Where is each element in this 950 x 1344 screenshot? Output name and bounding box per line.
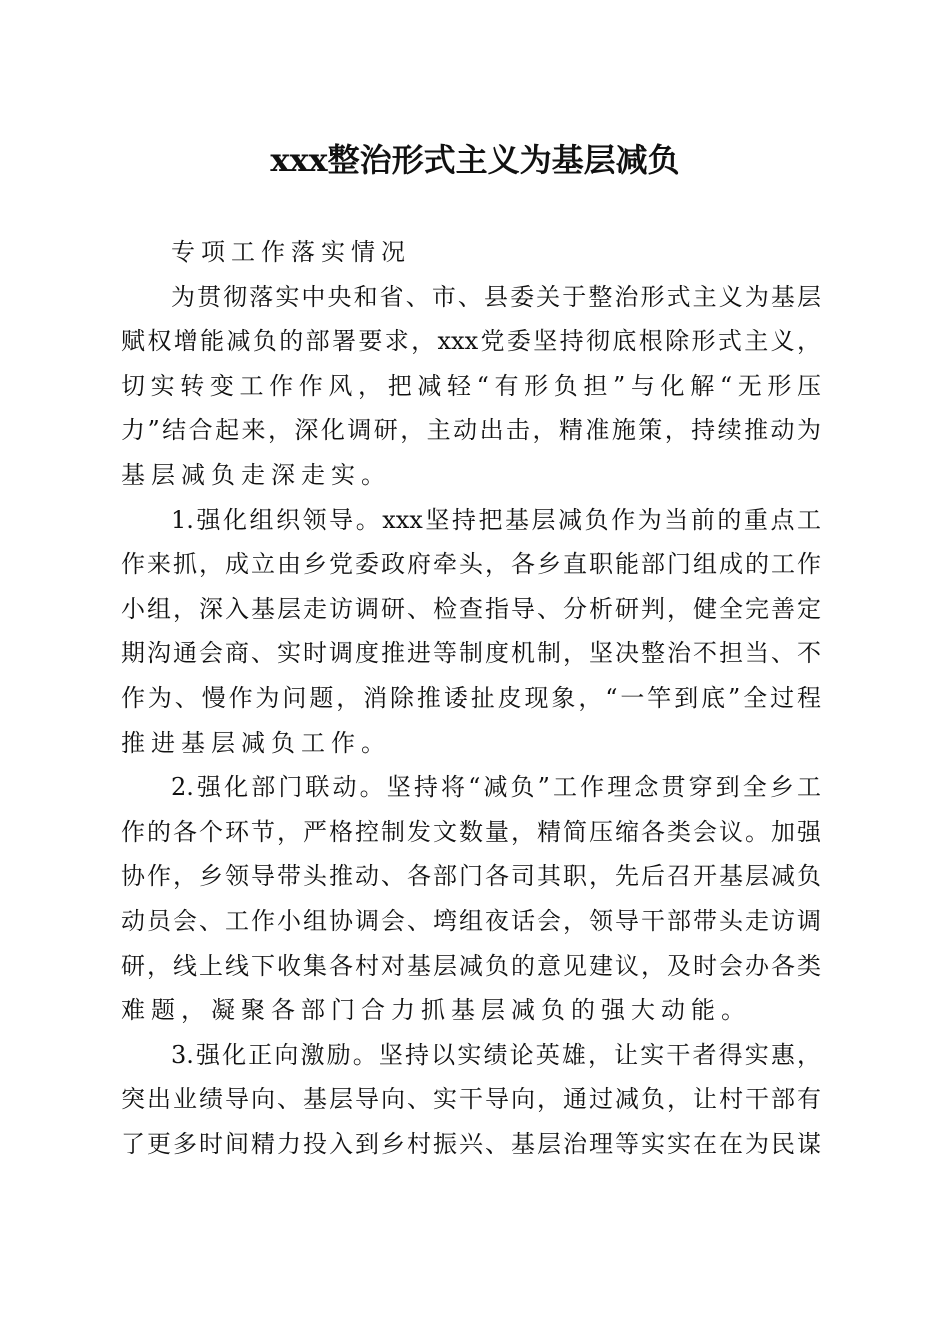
paragraph-1-line: 切实转变工作作风，把减轻“有形负担”与化解“无形压 — [121, 371, 821, 400]
paragraph-1-line: 赋权增能减负的部署要求，xxx党委坚持彻底根除形式主义， — [121, 327, 821, 356]
paragraph-2-line: 1.强化组织领导。xxx坚持把基层减负作为当前的重点工 — [171, 505, 821, 534]
paragraph-1-line: 为贯彻落实中央和省、市、县委关于整治形式主义为基层 — [171, 282, 821, 311]
paragraph-3-line: 难题，凝聚各部门合力抓基层减负的强大动能。 — [121, 996, 751, 1025]
paragraph-4-line: 了更多时间精力投入到乡村振兴、基层治理等实实在在为民谋 — [121, 1130, 821, 1158]
paragraph-2-line: 作为、慢作为问题，消除推诿扯皮现象，“一竿到底”全过程 — [121, 684, 821, 712]
paragraph-3-line: 2.强化部门联动。坚持将“减负”工作理念贯穿到全乡工 — [171, 773, 821, 802]
paragraph-2-line: 小组，深入基层走访调研、检查指导、分析研判，健全完善定 — [121, 594, 821, 623]
paragraph-2-line: 作来抓，成立由乡党委政府牵头，各乡直职能部门组成的工作 — [121, 550, 821, 579]
paragraph-2-line: 推进基层减负工作。 — [121, 728, 391, 757]
paragraph-3-line: 作的各个环节，严格控制发文数量，精简压缩各类会议。加强 — [121, 817, 821, 846]
paragraph-3-line: 协作，乡领导带头推动、各部门各司其职，先后召开基层减负 — [121, 862, 821, 891]
paragraph-3-line: 研，线上线下收集各村对基层减负的意见建议，及时会办各类 — [121, 951, 821, 980]
paragraph-4-line: 突出业绩导向、基层导向、实干导向，通过减负，让村干部有 — [121, 1085, 821, 1114]
paragraph-1-line: 基层减负走深走实。 — [121, 461, 391, 489]
paragraph-1-line: 力”结合起来，深化调研，主动出击，精准施策，持续推动为 — [121, 416, 821, 445]
paragraph-4-line: 3.强化正向激励。坚持以实绩论英雄，让实干者得实惠， — [171, 1040, 821, 1069]
paragraph-0-line: 专项工作落实情况 — [171, 238, 411, 266]
document-title: xxx整治形式主义为基层减负 — [270, 141, 680, 179]
paragraph-3-line: 动员会、工作小组协调会、塆组夜话会，领导干部带头走访调 — [121, 907, 821, 935]
paragraph-2-line: 期沟通会商、实时调度推进等制度机制，坚决整治不担当、不 — [121, 639, 821, 668]
